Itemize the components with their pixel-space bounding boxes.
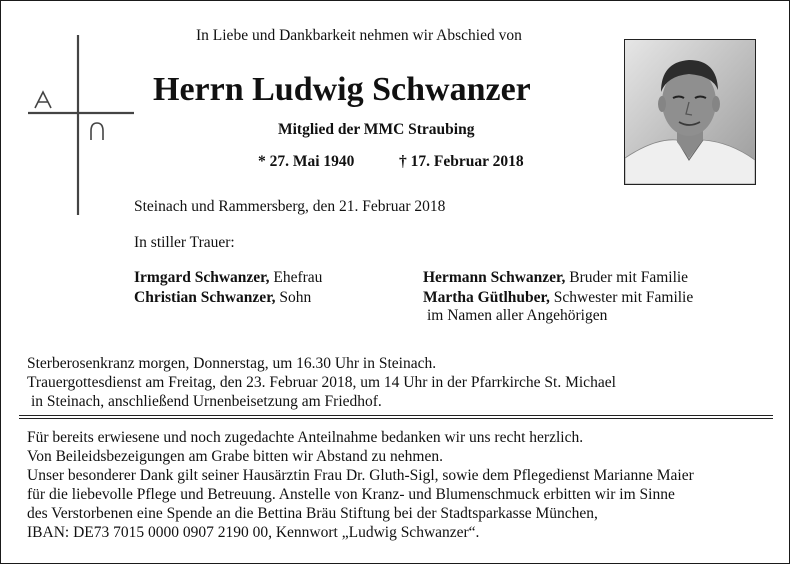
mourner-relation: Schwester mit Familie [549,289,694,306]
mourner-name: Martha Gütlhuber, [423,289,550,306]
thanks-line: IBAN: DE73 7015 0000 0907 2190 00, Kennwort „Ludwig Schwanzer“. [27,524,480,541]
thanks-line: Unser besonderer Dank gilt seiner Hausärztin Frau Dr. Gluth-Sigl, sowie dem Pflegedienst Marianne Maier [27,467,694,484]
mourning-label: In stiller Trauer: [134,234,235,251]
mourner-relation: Bruder mit Familie [565,269,689,286]
mourner-name: Hermann Schwanzer, [423,269,566,286]
portrait-photo [624,39,756,185]
alpha-symbol-icon [35,92,51,108]
mourner-name: Irmgard Schwanzer, [134,269,270,286]
thanks-line: Für bereits erwiesene und noch zugedachte Anteilnahme bedanken wir uns recht herzlich. [27,429,584,446]
mourner-relation: Ehefrau [269,269,323,286]
membership-text: Mitglied der MMC Straubing [278,121,475,138]
divider-line [19,418,773,419]
mourner-entry [423,289,693,307]
birth-date: * 27. Mai 1940 [258,153,355,170]
cross-icon [26,35,141,215]
intro-text: In Liebe und Dankbarkeit nehmen wir Abschied von [196,27,522,44]
service-line: Trauergottesdienst am Freitag, den 23. Februar 2018, um 14 Uhr in der Pfarrkirche St. Michael [27,374,616,391]
service-line: in Steinach, anschließend Urnenbeisetzung am Friedhof. [31,393,382,410]
thanks-line: für die liebevolle Pflege und Betreuung. Anstelle von Kranz- und Blumenschmuck erbitten wir im Sinne [27,486,675,503]
mourner-entry [134,289,311,307]
mourner-entry [423,269,688,287]
service-line: Sterberosenkranz morgen, Donnerstag, um 16.30 Uhr in Steinach. [27,355,437,372]
relatives-note: im Namen aller Angehörigen [427,307,608,324]
mourner-entry [134,269,322,287]
mourner-name: Christian Schwanzer, [134,289,276,306]
thanks-line: Von Beileidsbezeigungen am Grabe bitten wir Abstand zu nehmen. [27,448,443,465]
mourner-relation: Sohn [275,289,312,306]
place-date-text: Steinach und Rammersberg, den 21. Februar 2018 [134,198,446,215]
divider-line [19,415,773,416]
thanks-line: des Verstorbenen eine Spende an die Bettina Bräu Stiftung bei der Stadtsparkasse München, [27,505,598,522]
omega-symbol-icon [91,123,103,140]
deceased-name: Herrn Ludwig Schwanzer [153,71,531,108]
death-date: † 17. Februar 2018 [399,153,524,170]
